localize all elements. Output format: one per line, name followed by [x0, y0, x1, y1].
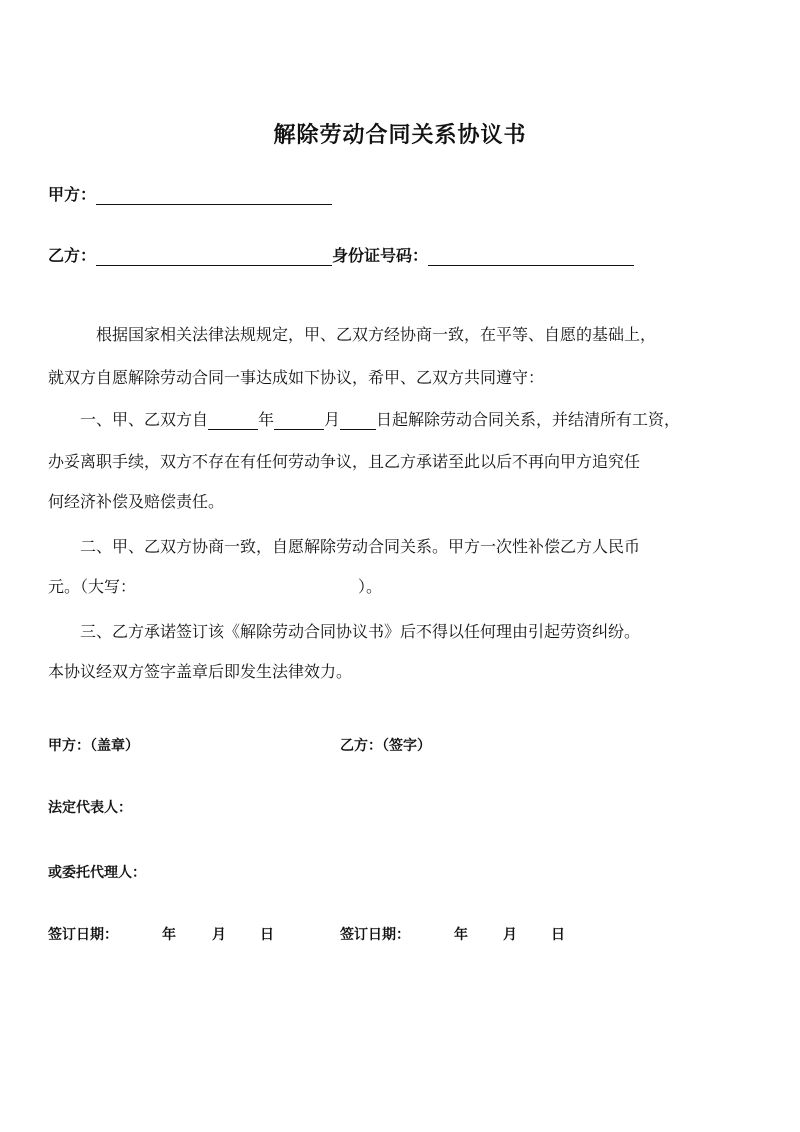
document-title: 解除劳动合同关系协议书: [273, 122, 527, 148]
clause-2-line-2-end: ）。: [358, 577, 383, 596]
preamble-line-2: 就双方自愿解除劳动合同一事达成如下协议，希甲、乙双方共同遵守：: [48, 368, 545, 387]
party-a-date-month: 月: [212, 927, 226, 943]
id-number-field[interactable]: [428, 247, 634, 266]
month-text: 月: [324, 410, 341, 429]
year-blank[interactable]: [208, 413, 258, 430]
preamble-line-1: 根据国家相关法律法规规定，甲、乙双方经协商一致，在平等、自愿的基础上，: [96, 325, 657, 344]
party-b-date-month: 月: [503, 927, 517, 943]
clause-3-line-1: 三、乙方承诺签订该《解除劳动合同协议书》后不得以任何理由引起劳资纠纷。: [80, 622, 641, 641]
party-b-date-year: 年: [454, 927, 468, 943]
party-b-name-field[interactable]: [96, 247, 332, 266]
legal-representative-label: 法定代表人：: [48, 800, 132, 816]
clause-2-line-2: [48, 577, 382, 597]
clause-2-line-2-start: 元。（大写：: [48, 577, 137, 596]
clause-1-line-1: [80, 410, 680, 430]
clause-3-line-2: 本协议经双方签字盖章后即发生法律效力。: [48, 662, 353, 681]
party-a-signing-date-label: 签订日期：: [48, 927, 118, 943]
party-a-row: [48, 182, 332, 205]
party-b-date-day: 日: [551, 927, 565, 943]
year-text: 年: [258, 410, 275, 429]
party-a-label: 甲方：: [48, 185, 97, 204]
party-b-signing-date-label: 签订日期：: [340, 927, 410, 943]
party-b-signature-label: 乙方：（签字）: [340, 738, 431, 754]
party-a-name-field[interactable]: [96, 186, 332, 205]
party-a-date-day: 日: [260, 927, 274, 943]
clause-1-prefix: 一、甲、乙双方自: [80, 410, 209, 429]
clause-1-day-text: 日起解除劳动合同关系，并结清所有工资，: [376, 410, 681, 429]
id-number-label: 身份证号码：: [332, 246, 429, 265]
party-b-label: 乙方：: [48, 246, 97, 265]
clause-1-line-3: 何经济补偿及赔偿责任。: [48, 492, 225, 511]
month-blank[interactable]: [274, 413, 324, 430]
clause-2-line-1: 二、甲、乙双方协商一致，自愿解除劳动合同关系。甲方一次性补偿乙方人民币: [80, 537, 641, 556]
day-blank[interactable]: [340, 413, 376, 430]
party-a-date-year: 年: [162, 927, 176, 943]
authorized-agent-label: 或委托代理人：: [48, 865, 146, 881]
clause-1-line-2: 办妥离职手续，双方不存在有任何劳动争议，且乙方承诺至此以后不再向甲方追究任: [48, 452, 641, 471]
party-b-row: [48, 243, 634, 266]
party-a-seal-label: 甲方：（盖章）: [48, 738, 139, 754]
